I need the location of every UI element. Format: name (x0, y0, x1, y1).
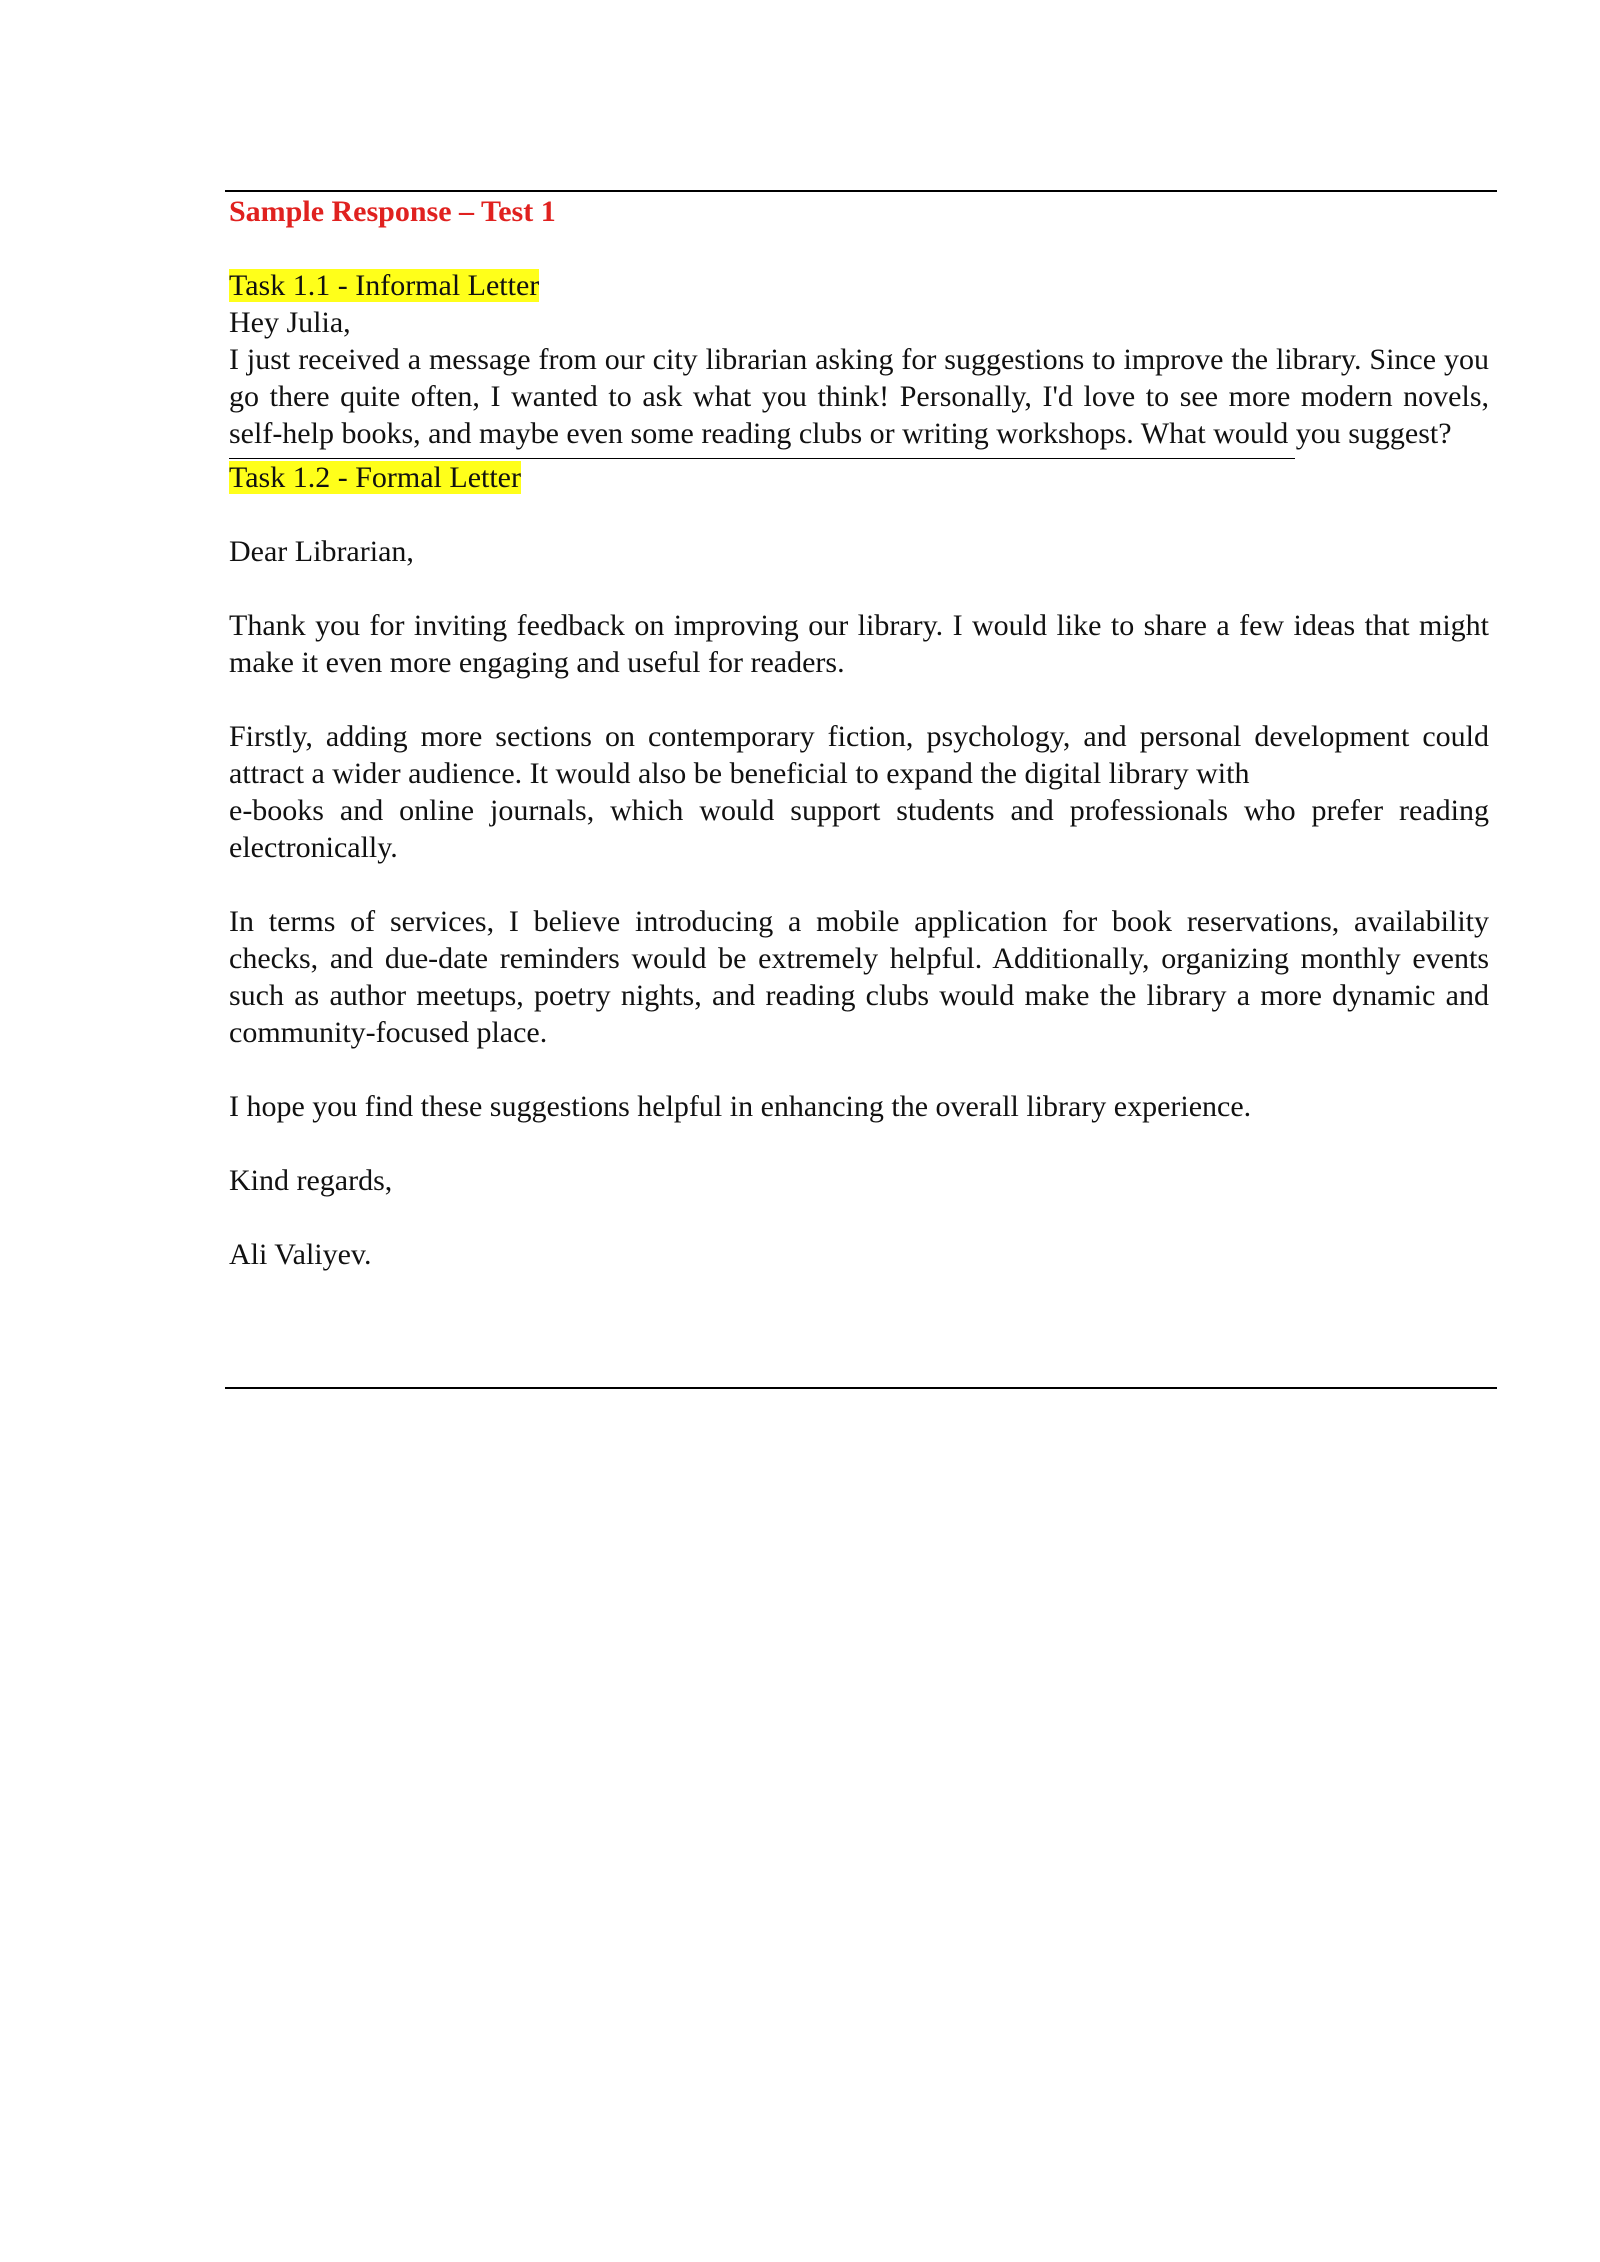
task2-paragraph-2 (229, 718, 1489, 866)
bottom-rule (225, 1387, 1497, 1389)
task2-section (229, 459, 1489, 1273)
task2-paragraph-2-line-1: Firstly, adding more sections on contemporary fiction, psychology, and personal development could attract a wider audience. It would also be beneficial to expand the digital library with (229, 720, 1489, 790)
letter-signature: Ali Valiyev. (229, 1238, 372, 1271)
task1-section (229, 267, 1489, 459)
task2-heading: Task 1.2 - Formal Letter (229, 461, 521, 494)
task1-heading: Task 1.1 - Informal Letter (229, 269, 540, 302)
task2-paragraph-3: In terms of services, I believe introducing a mobile application for book reservations, availability checks, and due-date reminders would be extremely helpful. Additionally, organizing monthly events such as author meetups, poetry nights, and reading clubs would make the library a more dynamic and community-focused place. (229, 905, 1489, 1049)
task2-paragraph-2-line-2: e-books and online journals, which would support students and professionals who prefer reading electronically. (229, 794, 1489, 864)
top-rule (225, 190, 1497, 192)
page-title: Sample Response – Test 1 (229, 195, 556, 228)
letter-closing: Kind regards, (229, 1164, 393, 1197)
task1-heading-line (229, 267, 1489, 304)
task2-paragraph-4: I hope you find these suggestions helpful in enhancing the overall library experience. (229, 1090, 1252, 1123)
task1-greeting: Hey Julia, (229, 306, 351, 339)
task2-paragraph-1: Thank you for inviting feedback on improving our library. I would like to share a few ideas that might make it even more engaging and useful for readers. (229, 609, 1489, 679)
task2-heading-line (229, 459, 1489, 496)
document-body (229, 193, 1489, 1273)
task1-body: I just received a message from our city librarian asking for suggestions to improve the library. Since you go there quite often, I wanted to ask what you think! Personally, I'd love to see more modern novels, self-help books, and maybe even some reading clubs or writing workshops. What would you suggest? (229, 343, 1489, 450)
task2-greeting: Dear Librarian, (229, 535, 414, 568)
